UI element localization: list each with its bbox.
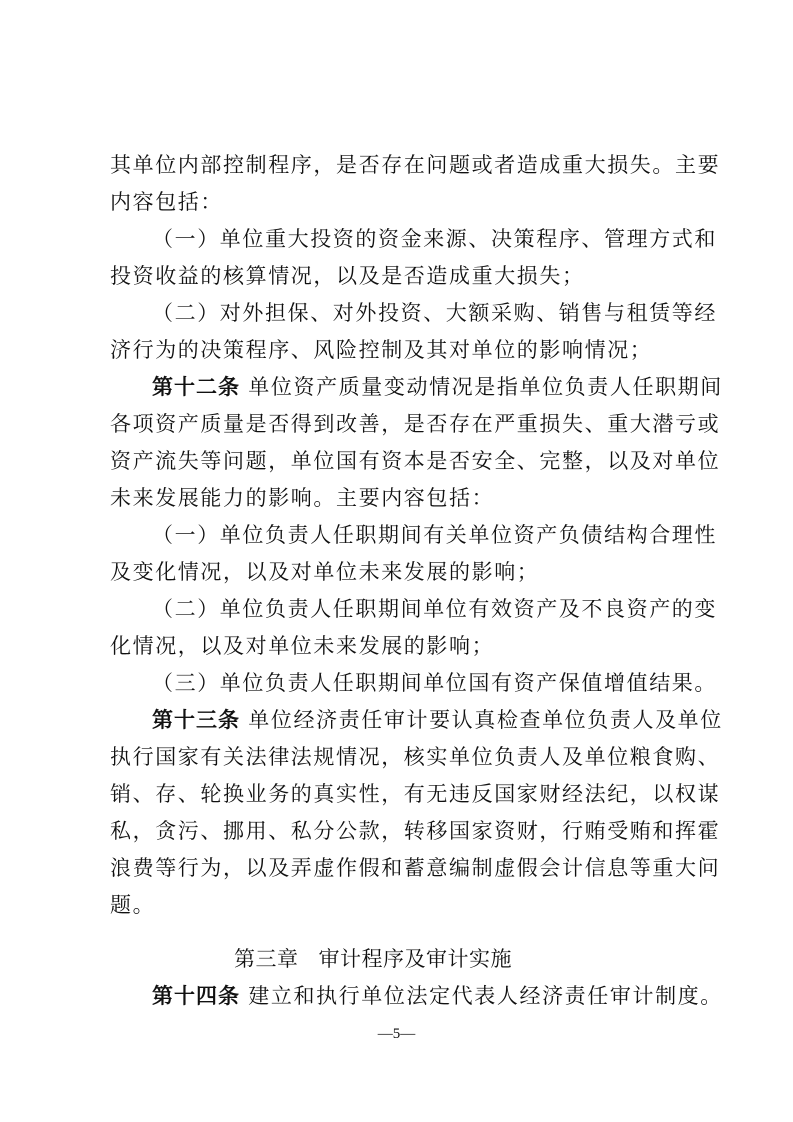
chapter-heading [234, 941, 512, 978]
text-line: 化情况，以及对单位未来发展的影响； [110, 634, 495, 658]
text-line: 执行国家有关法律法规情况，核实单位负责人及单位粮食购、 [110, 745, 721, 769]
text-line: （二）对外担保、对外投资、大额采购、销售与租赁等经 [152, 301, 717, 325]
article-14-line [152, 978, 723, 1015]
text-line: 及变化情况，以及对单位未来发展的影响； [110, 560, 540, 584]
text-line: （二）单位负责人任职期间单位有效资产及不良资产的变 [152, 597, 717, 621]
text-line: 其单位内部控制程序，是否存在问题或者造成重大损失。主要 [110, 153, 721, 177]
text-line: （一）单位负责人任职期间有关单位资产负债结构合理性 [152, 523, 717, 547]
text-span: 建立和执行单位法定代表人经济责任审计制度。 [248, 984, 723, 1008]
article-12-heading: 第十二条 [152, 375, 240, 399]
article-13-heading: 第十三条 [152, 708, 240, 732]
article-13-line [152, 702, 723, 739]
text-line: 内容包括： [110, 190, 223, 214]
text-line: 济行为的决策程序、风险控制及其对单位的影响情况； [110, 338, 653, 362]
text-line: （一）单位重大投资的资金来源、决策程序、管理方式和 [152, 227, 717, 251]
chapter-number: 第三章 [234, 947, 299, 971]
text-line: 未来发展能力的影响。主要内容包括： [110, 486, 495, 510]
text-line: 资产流失等问题，单位国有资本是否安全、完整，以及对单位 [110, 449, 721, 473]
text-span: 单位资产质量变动情况是指单位负责人任职期间 [248, 375, 723, 399]
article-12-line [152, 369, 723, 406]
page-number: —5— [377, 1026, 416, 1042]
text-line: 各项资产质量是否得到改善，是否存在严重损失、重大潜亏或 [110, 412, 721, 436]
article-14-heading: 第十四条 [152, 984, 240, 1008]
text-line: （三）单位负责人任职期间单位国有资产保值增值结果。 [152, 671, 717, 695]
text-line: 投资收益的核算情况，以及是否造成重大损失； [110, 264, 585, 288]
text-line: 浪费等行为，以及弄虚作假和蓄意编制虚假会计信息等重大问 [110, 856, 721, 880]
text-line: 销、存、轮换业务的真实性，有无违反国家财经法纪，以权谋 [110, 782, 721, 806]
text-span: 单位经济责任审计要认真检查单位负责人及单位 [248, 708, 723, 732]
text-line: 题。 [110, 893, 156, 917]
chapter-title: 审计程序及审计实施 [318, 947, 512, 971]
text-line: 私，贪污、挪用、私分公款，转移国家资财，行贿受贿和挥霍 [110, 819, 721, 843]
